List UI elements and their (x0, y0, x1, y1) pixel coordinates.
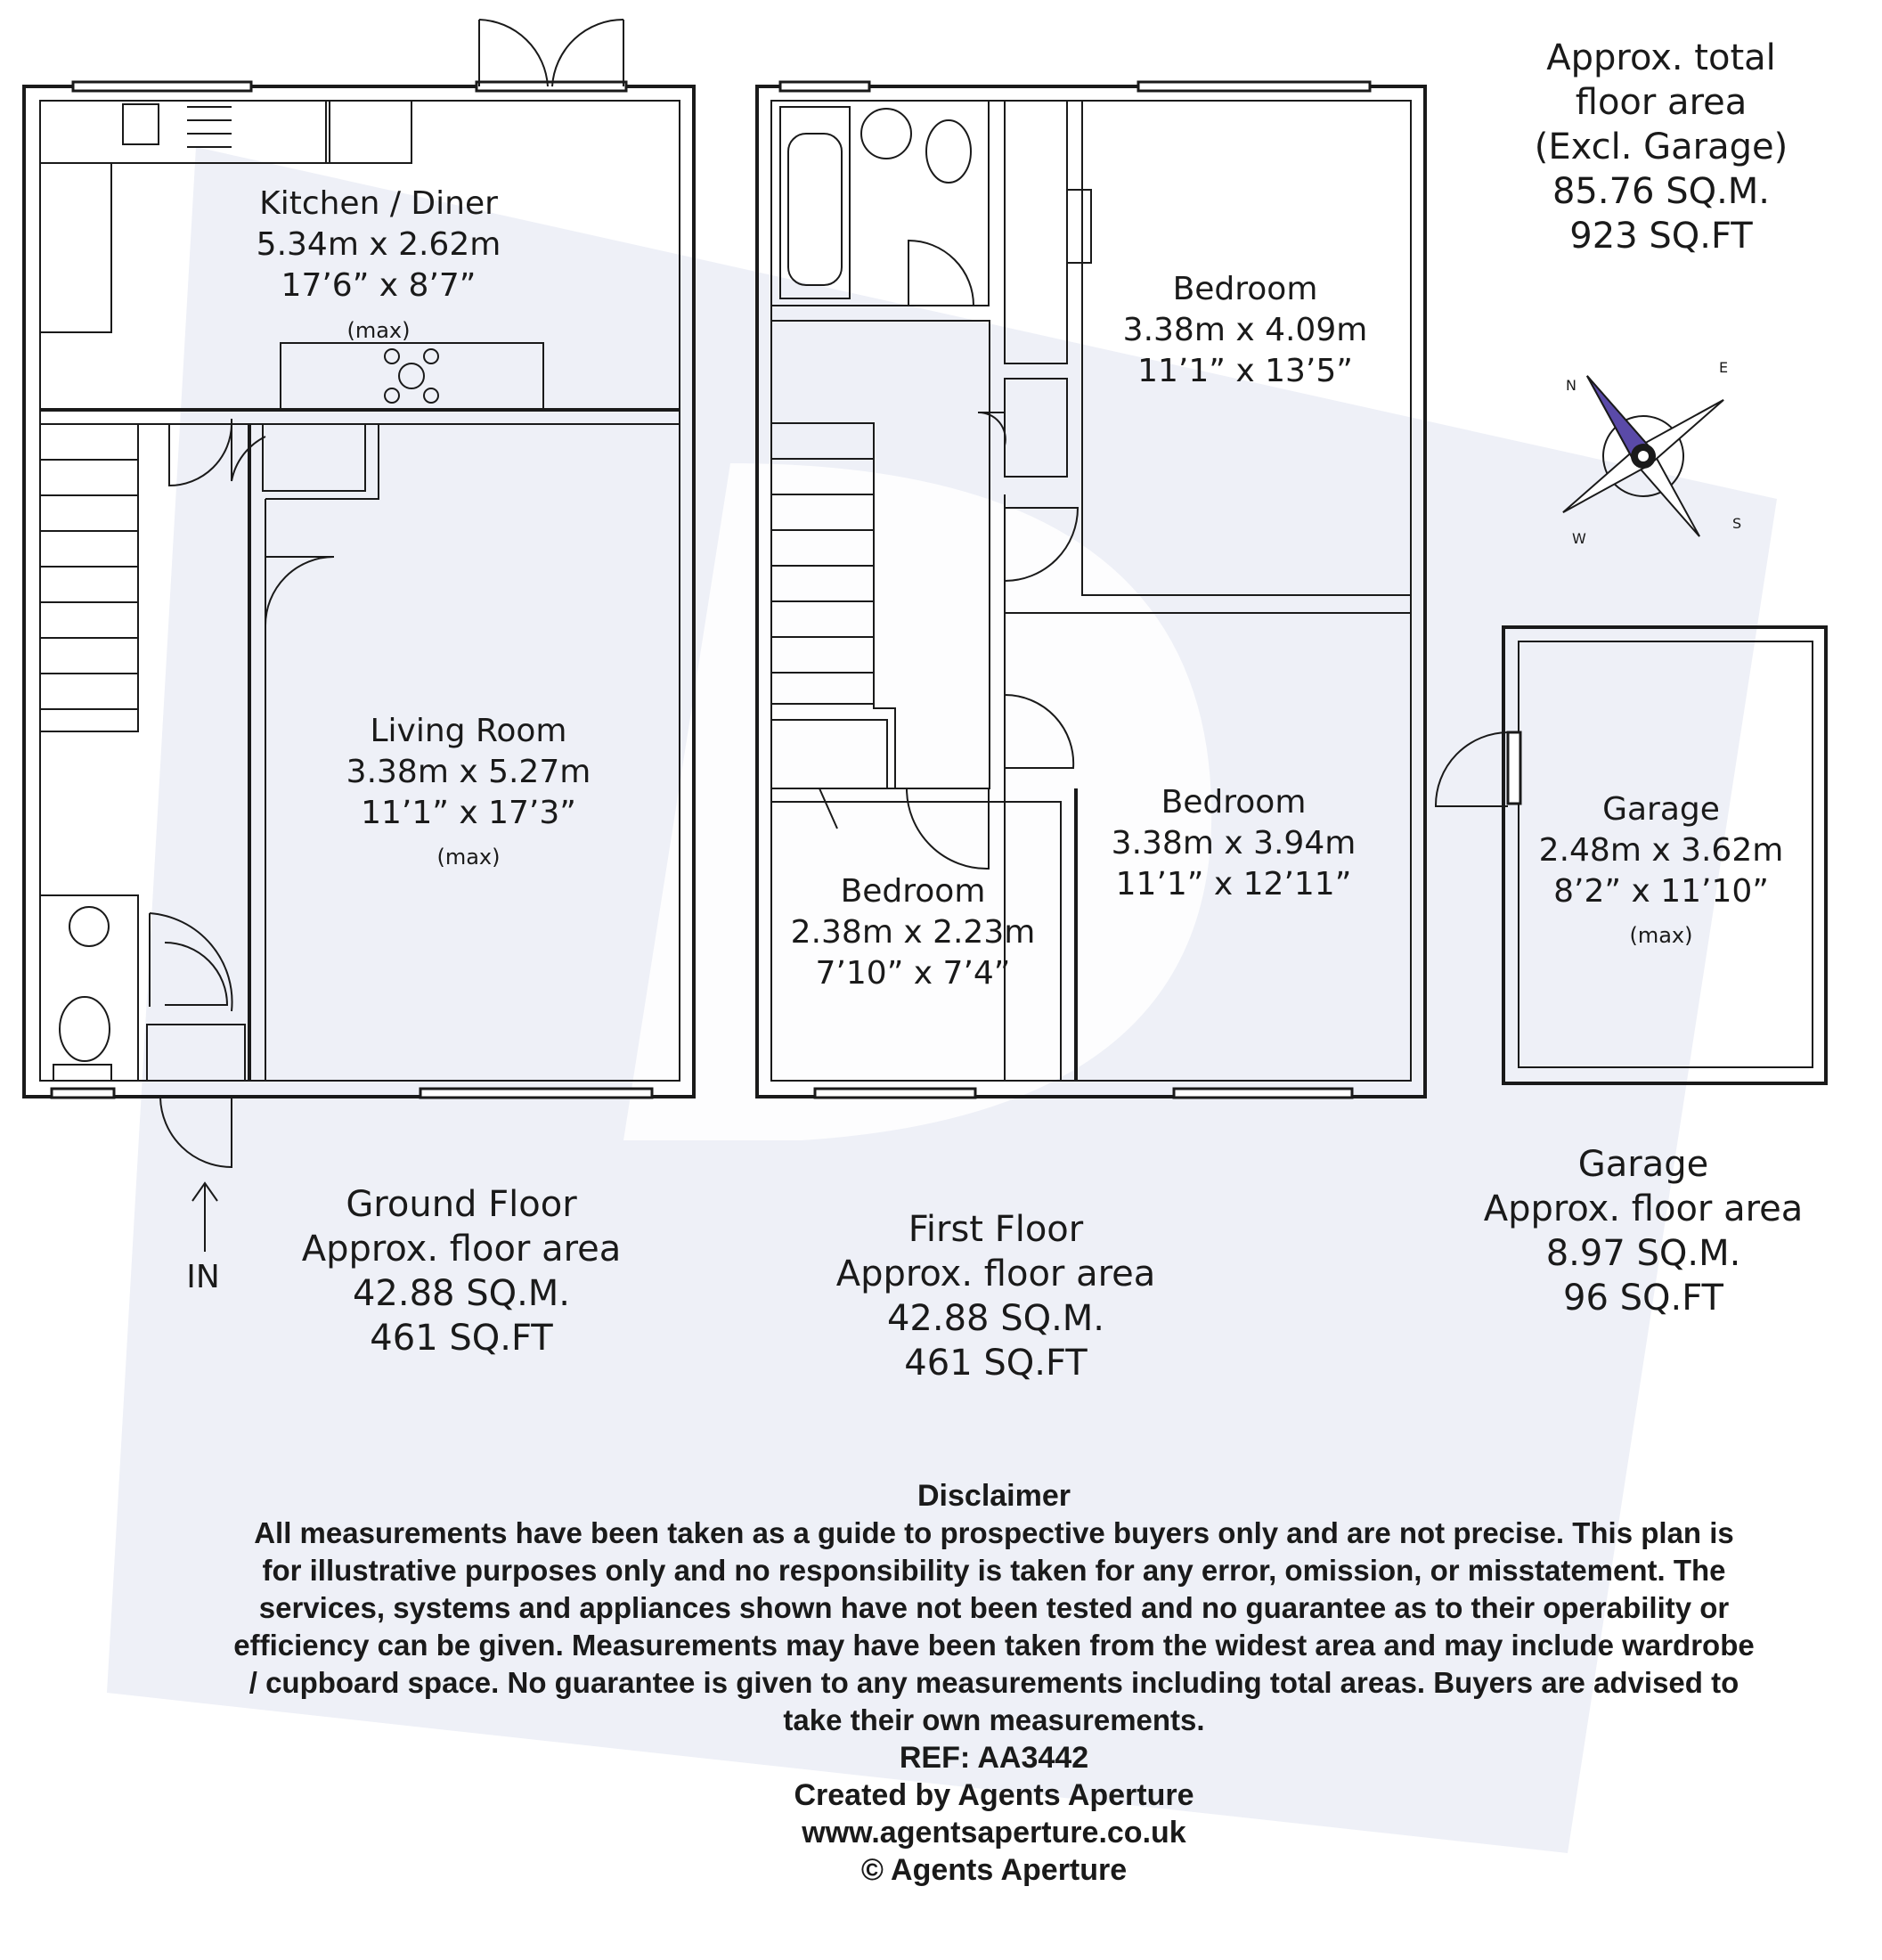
garage-area-sqft: 96 SQ.FT (1563, 1278, 1723, 1319)
bedroom-2-name: Bedroom (1161, 784, 1307, 821)
bedroom-3-metric: 2.38m x 2.23m (790, 914, 1036, 951)
ground-floor-area-label: Approx. floor area (301, 1229, 622, 1270)
garage-area-label: Approx. floor area (1483, 1188, 1804, 1229)
garage-area-title: Garage (1577, 1144, 1709, 1185)
bedroom-1-name: Bedroom (1172, 271, 1318, 307)
disclaimer-line-4: efficiency can be given. Measurements may have been taken from the widest area and may include wardrobe (233, 1629, 1755, 1662)
ground-floor-sqm: 42.88 SQ.M. (352, 1273, 571, 1314)
website: www.agentsaperture.co.uk (802, 1816, 1186, 1850)
summary-line-3: (Excl. Garage) (1534, 127, 1788, 167)
kitchen-name: Kitchen / Diner (259, 185, 498, 222)
entrance-label: IN (186, 1259, 220, 1295)
first-floor-sqm: 42.88 SQ.M. (886, 1298, 1105, 1339)
living-room-name: Living Room (370, 713, 567, 749)
bedroom-2-imperial: 11’1” x 12’11” (1115, 866, 1352, 902)
first-floor-sqft: 461 SQ.FT (904, 1343, 1088, 1384)
disclaimer-line-1: All measurements have been taken as a guide to prospective buyers only and are not precise. This plan is (254, 1516, 1734, 1549)
compass-s-label: S (1732, 515, 1742, 532)
living-room-imperial: 11’1” x 17’3” (361, 795, 576, 831)
kitchen-imperial: 17’6” x 8’7” (281, 267, 477, 304)
disclaimer-line-2: for illustrative purposes only and no responsibility is taken for any error, omission, or misstatement. The (262, 1554, 1726, 1587)
living-room-metric: 3.38m x 5.27m (346, 754, 591, 790)
first-floor-title: First Floor (908, 1209, 1084, 1250)
disclaimer-line-6: take their own measurements. (783, 1703, 1205, 1736)
disclaimer-line-5: / cupboard space. No guarantee is given to any measurements including total areas. Buyers are advised to (248, 1666, 1739, 1699)
bedroom-3-imperial: 7’10” x 7’4” (815, 955, 1011, 992)
summary-line-2: floor area (1575, 82, 1748, 123)
first-floor-area-label: Approx. floor area (835, 1254, 1156, 1294)
garage-name: Garage (1602, 791, 1720, 828)
reference: REF: AA3442 (899, 1741, 1089, 1775)
summary-line-5: 923 SQ.FT (1569, 216, 1753, 257)
compass-e-label: E (1719, 359, 1729, 376)
ground-floor-title: Ground Floor (346, 1184, 577, 1225)
bedroom-1-imperial: 11’1” x 13’5” (1137, 353, 1353, 389)
garage-note: (max) (1629, 923, 1693, 948)
garage-area-sqm: 8.97 SQ.M. (1545, 1233, 1741, 1274)
copyright: © Agents Aperture (860, 1853, 1128, 1887)
summary-line-4: 85.76 SQ.M. (1552, 171, 1771, 212)
summary-line-1: Approx. total (1546, 37, 1776, 78)
garage-metric: 2.48m x 3.62m (1538, 832, 1784, 869)
kitchen-metric: 5.34m x 2.62m (256, 226, 501, 263)
disclaimer-line-3: services, systems and appliances shown have not been tested and no guarantee as to their operability or (258, 1591, 1730, 1624)
bedroom-1-label (1123, 271, 1368, 389)
total-area-summary (1535, 37, 1788, 257)
living-room-note: (max) (436, 845, 501, 870)
bedroom-2-metric: 3.38m x 3.94m (1111, 825, 1357, 862)
bedroom-3-name: Bedroom (840, 873, 986, 910)
bedroom-1-metric: 3.38m x 4.09m (1122, 312, 1368, 348)
garage-imperial: 8’2” x 11’10” (1553, 873, 1769, 910)
compass-n-label: N (1566, 377, 1576, 394)
disclaimer-title: Disclaimer (917, 1479, 1071, 1513)
compass-w-label: W (1572, 530, 1586, 547)
kitchen-note: (max) (346, 318, 411, 343)
ground-floor-sqft: 461 SQ.FT (370, 1318, 553, 1359)
created-by: Created by Agents Aperture (794, 1778, 1194, 1812)
